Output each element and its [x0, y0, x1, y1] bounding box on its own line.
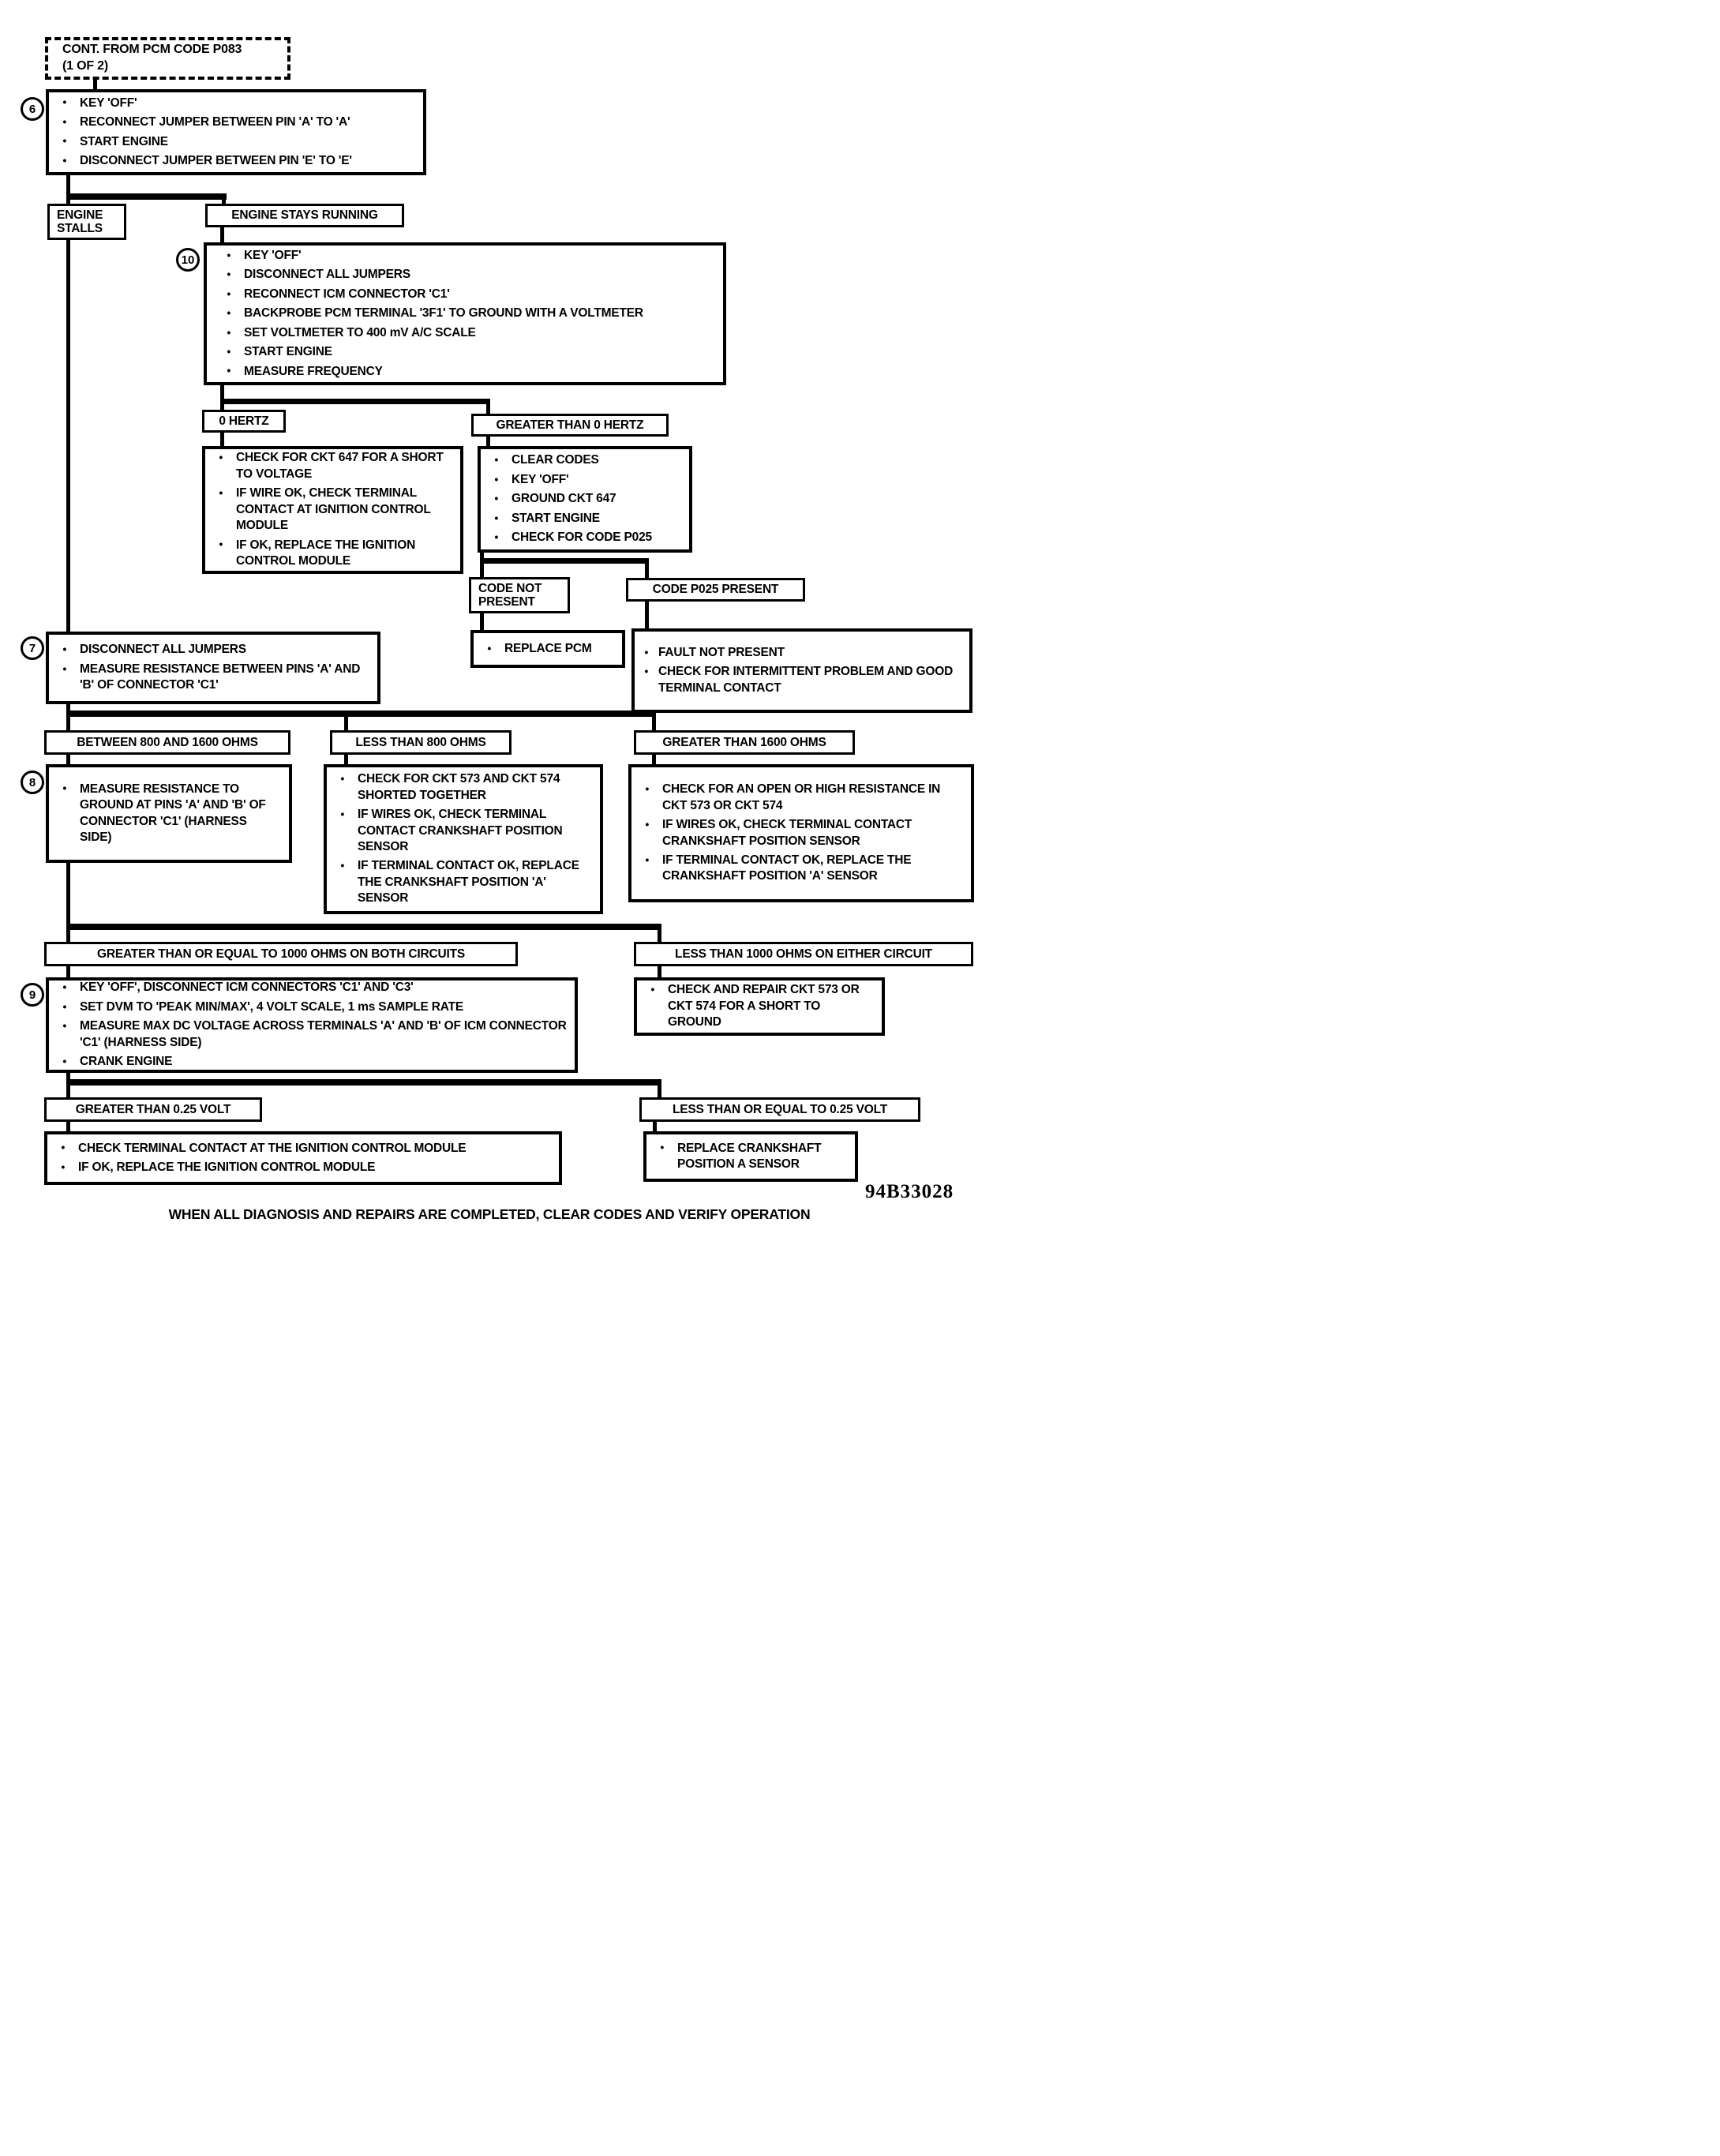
step-item: ● START ENGINE — [219, 344, 715, 360]
start-line-2: (1 OF 2) — [62, 59, 108, 73]
step-item: ● CHECK TERMINAL CONTACT AT THE IGNITION CONTROL MODULE — [54, 1141, 551, 1157]
step-item: ● KEY 'OFF' — [487, 472, 681, 488]
step-item: ● KEY 'OFF', DISCONNECT ICM CONNECTORS 'C1' AND 'C3' — [55, 980, 567, 996]
step-item: ● KEY 'OFF' — [219, 248, 715, 264]
step-item: ● IF TERMINAL CONTACT OK, REPLACE THE CRANKSHAFT POSITION 'A' SENSOR — [638, 853, 963, 885]
connector-line — [66, 193, 227, 200]
step-8-box — [46, 764, 292, 863]
connector-line — [480, 613, 484, 630]
decision-greater-0-hertz: GREATER THAN 0 HERTZ — [471, 414, 669, 437]
replace-crankshaft-box — [643, 1131, 858, 1182]
connector-line — [652, 754, 656, 764]
connector-line — [658, 1085, 661, 1098]
start-node — [45, 37, 290, 80]
step-item: ● CHECK FOR CKT 573 AND CKT 574 SHORTED TOGETHER — [333, 771, 592, 804]
step-item: ● CHECK FOR CODE P025 — [487, 530, 681, 546]
step-badge-6: 6 — [21, 97, 44, 121]
step-item: ● MEASURE FREQUENCY — [219, 364, 715, 380]
connector-line — [652, 716, 656, 730]
step-badge-10: 10 — [176, 248, 200, 272]
connector-line — [66, 863, 70, 928]
step-item: ● MEASURE MAX DC VOLTAGE ACROSS TERMINALS 'A' AND 'B' OF ICM CONNECTOR 'C1' (HARNESS SIDE) — [55, 1018, 567, 1051]
step-item: ● SET DVM TO 'PEAK MIN/MAX', 4 VOLT SCALE, 1 ms SAMPLE RATE — [55, 999, 567, 1015]
connector-line — [220, 399, 490, 404]
connector-line — [66, 711, 656, 717]
connector-line — [66, 924, 661, 930]
step-item: ● DISCONNECT ALL JUMPERS — [219, 267, 715, 283]
decision-engine-stays-running: ENGINE STAYS RUNNING — [205, 204, 404, 227]
step-9-box — [46, 977, 578, 1073]
step-badge-7: 7 — [21, 636, 44, 660]
connector-line — [645, 601, 649, 628]
connector-line — [486, 436, 490, 447]
flowchart-canvas — [0, 0, 979, 1226]
decision-between-800-1600-ohms: BETWEEN 800 AND 1600 OHMS — [44, 730, 290, 755]
check-terminal-contact-box — [44, 1131, 562, 1185]
connector-line — [344, 716, 348, 730]
connector-line — [220, 227, 224, 242]
step-item: ● IF TERMINAL CONTACT OK, REPLACE THE CRANKSHAFT POSITION 'A' SENSOR — [333, 858, 592, 906]
connector-line — [645, 563, 649, 578]
step-item: ● RECONNECT JUMPER BETWEEN PIN 'A' TO 'A' — [55, 114, 415, 130]
step-item: ● REPLACE PCM — [480, 641, 614, 657]
step-item: ● RECONNECT ICM CONNECTOR 'C1' — [219, 287, 715, 302]
connector-line — [658, 966, 661, 977]
step-item: ● MEASURE RESISTANCE TO GROUND AT PINS 'A' AND 'B' OF CONNECTOR 'C1' (HARNESS SIDE) — [55, 782, 281, 846]
step-item: ● REPLACE CRANKSHAFT POSITION A SENSOR — [653, 1141, 847, 1173]
start-line-1: CONT. FROM PCM CODE P083 — [62, 43, 242, 57]
step-item: ● MEASURE RESISTANCE BETWEEN PINS 'A' AND 'B' OF CONNECTOR 'C1' — [55, 662, 369, 694]
connector-line — [66, 1085, 70, 1098]
decision-engine-stalls: ENGINE STALLS — [47, 204, 126, 240]
step-item: ● CHECK FOR CKT 647 FOR A SHORT TO VOLTAGE — [212, 450, 452, 482]
decision-0-hertz: 0 HERTZ — [202, 410, 286, 433]
step-item: ● CLEAR CODES — [487, 452, 681, 468]
connector-line — [486, 403, 490, 414]
step-item: ● DISCONNECT JUMPER BETWEEN PIN 'E' TO 'E' — [55, 153, 415, 169]
connector-line — [66, 1079, 661, 1085]
connector-line — [66, 239, 70, 632]
step-item: ● CRANK ENGINE — [55, 1054, 567, 1070]
replace-pcm-box — [470, 630, 625, 668]
step-7-box — [46, 632, 380, 704]
step-item: ● KEY 'OFF' — [55, 96, 415, 111]
decision-le-025-volt: LESS THAN OR EQUAL TO 0.25 VOLT — [639, 1097, 920, 1122]
step-item: ● IF OK, REPLACE THE IGNITION CONTROL MODULE — [212, 538, 452, 570]
decision-ge-1000-ohms-both: GREATER THAN OR EQUAL TO 1000 OHMS ON BOTH CIRCUITS — [44, 942, 518, 966]
connector-line — [66, 754, 70, 764]
connector-line — [220, 432, 224, 447]
step-item: ● GROUND CKT 647 — [487, 491, 681, 507]
step-item: ● BACKPROBE PCM TERMINAL '3F1' TO GROUND WITH A VOLTMETER — [219, 306, 715, 321]
connector-line — [658, 929, 661, 942]
connector-line — [480, 558, 649, 564]
decision-code-not-present: CODE NOT PRESENT — [469, 577, 570, 613]
step-6-box — [46, 89, 426, 175]
step-10-box — [204, 242, 726, 385]
step-item: ● START ENGINE — [487, 511, 681, 527]
connector-line — [66, 716, 70, 730]
connector-line — [93, 79, 97, 90]
decision-code-p025-present: CODE P025 PRESENT — [626, 578, 805, 602]
step-item: ● DISCONNECT ALL JUMPERS — [55, 642, 369, 658]
shorted-together-box — [324, 764, 603, 914]
step-item: ● IF OK, REPLACE THE IGNITION CONTROL MODULE — [54, 1160, 551, 1175]
connector-line — [344, 754, 348, 764]
decision-greater-025-volt: GREATER THAN 0.25 VOLT — [44, 1097, 262, 1122]
step-item: ● IF WIRES OK, CHECK TERMINAL CONTACT CRANKSHAFT POSITION SENSOR — [638, 817, 963, 849]
step-item: ● CHECK FOR INTERMITTENT PROBLEM AND GOOD TERMINAL CONTACT — [641, 664, 961, 696]
footer-instruction: WHEN ALL DIAGNOSIS AND REPAIRS ARE COMPLETED, CLEAR CODES AND VERIFY OPERATION — [168, 1206, 811, 1222]
connector-line — [653, 1121, 657, 1132]
step-item: ● IF WIRE OK, CHECK TERMINAL CONTACT AT IGNITION CONTROL MODULE — [212, 486, 452, 534]
step-item: ● CHECK FOR AN OPEN OR HIGH RESISTANCE IN CKT 573 OR CKT 574 — [638, 782, 963, 814]
fault-not-present-box — [631, 628, 972, 713]
ckt647-check-box — [202, 446, 463, 574]
decision-less-than-800-ohms: LESS THAN 800 OHMS — [330, 730, 512, 755]
check-repair-ckt-box — [634, 977, 885, 1036]
connector-line — [66, 1121, 70, 1132]
connector-line — [66, 929, 70, 942]
step-item: ● IF WIRES OK, CHECK TERMINAL CONTACT CRANKSHAFT POSITION SENSOR — [333, 807, 592, 855]
step-item: ● CHECK AND REPAIR CKT 573 OR CKT 574 FOR A SHORT TO GROUND — [643, 982, 874, 1030]
decision-greater-than-1600-ohms: GREATER THAN 1600 OHMS — [634, 730, 855, 755]
figure-code: 94B33028 — [865, 1181, 954, 1202]
connector-line — [66, 966, 70, 977]
step-badge-8: 8 — [21, 771, 44, 794]
step-item: ● SET VOLTMETER TO 400 mV A/C SCALE — [219, 325, 715, 341]
step-item: ● FAULT NOT PRESENT — [641, 645, 961, 661]
connector-line — [480, 563, 484, 577]
decision-lt-1000-ohms-either: LESS THAN 1000 OHMS ON EITHER CIRCUIT — [634, 942, 973, 966]
clear-codes-box — [478, 446, 692, 553]
open-or-high-resistance-box — [628, 764, 974, 902]
step-badge-9: 9 — [21, 983, 44, 1007]
step-item: ● START ENGINE — [55, 134, 415, 150]
